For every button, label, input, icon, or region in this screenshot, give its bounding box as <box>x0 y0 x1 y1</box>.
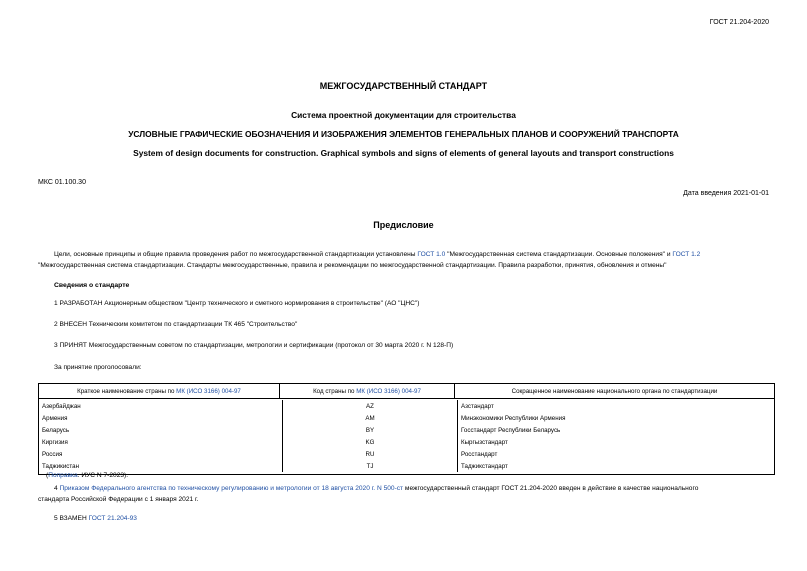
rosstandart-order-link[interactable]: Приказом Федерального агентства по техническому регулированию и метрологии от 18 августа 2020 г. N 500-ст <box>59 485 404 492</box>
voted-label: За принятие проголосовали: <box>54 364 142 371</box>
mk-iso-link[interactable]: МК (ИСО 3166) 004-97 <box>176 387 241 395</box>
country-cell: Киргизия <box>39 436 283 448</box>
system-title: Система проектной документации для строительства <box>291 110 516 120</box>
table-row <box>39 412 774 424</box>
body-cell: Кыргызстандарт <box>461 438 508 446</box>
document-code: ГОСТ 21.204-2020 <box>709 19 769 26</box>
country-cell: Таджикистан <box>39 460 283 472</box>
gost-1-2-link[interactable]: ГОСТ 1.2 <box>672 251 701 258</box>
code-cell: BY <box>283 424 458 436</box>
country-cell: Беларусь <box>39 424 283 436</box>
standard-info-heading: Сведения о стандарте <box>54 282 130 289</box>
column-header-body: Сокращенное наименование национального органа по стандартизации <box>511 387 718 395</box>
amendment-link[interactable]: Поправка <box>48 472 78 479</box>
table-row <box>39 436 774 448</box>
info-item-enacted: 4 Приказом Федерального агентства по техническому регулированию и метрологии от 18 августа 2020 г. N 500-ст межгосударственный стандарт ГОСТ 21.204-2020 введен в действие в качестве национального стандарта Российской Федерации с 1 января 2021 г. <box>38 485 699 503</box>
amendment-note: (Поправка. ИУС N 7-2023). <box>46 472 129 479</box>
mks-code: МКС 01.100.30 <box>38 179 86 186</box>
body-cell: Минэкономики Республики Армения <box>461 414 566 422</box>
foreword-heading: Предисловие <box>373 220 434 230</box>
column-header-country: Краткое наименование страны по МК (ИСО 3166) 004-97 <box>39 384 280 398</box>
intro-text-a: Цели, основные принципы и общие правила проведения работ по межгосударственной стандартизации установлены <box>54 251 418 258</box>
voting-countries-table <box>38 383 775 475</box>
mk-iso-link[interactable]: МК (ИСО 3166) 004-97 <box>356 387 421 395</box>
body-cell: Росстандарт <box>461 450 498 458</box>
country-cell: Россия <box>39 448 283 460</box>
code-cell: KG <box>283 436 458 448</box>
info-item-developed: 1 РАЗРАБОТАН Акционерным обществом "Центр технического и сметного нормирования в строительстве" (АО "ЦНС") <box>54 300 420 307</box>
foreword-intro-paragraph <box>38 249 773 271</box>
country-cell: Азербайджан <box>39 400 283 412</box>
code-cell: AZ <box>283 400 458 412</box>
table-row <box>39 448 774 460</box>
standard-type-heading: МЕЖГОСУДАРСТВЕННЫЙ СТАНДАРТ <box>319 81 488 91</box>
info-item-adopted: 3 ПРИНЯТ Межгосударственным советом по стандартизации, метрологии и сертификации (протокол от 30 марта 2020 г. N 128-П) <box>54 342 454 349</box>
code-cell: AM <box>283 412 458 424</box>
body-cell: Азстандарт <box>461 402 494 410</box>
gost-21-204-93-link[interactable]: ГОСТ 21.204-93 <box>88 515 137 522</box>
introduction-date: Дата введения 2021-01-01 <box>683 190 769 197</box>
title-russian: УСЛОВНЫЕ ГРАФИЧЕСКИЕ ОБОЗНАЧЕНИЯ И ИЗОБРАЖЕНИЯ ЭЛЕМЕНТОВ ГЕНЕРАЛЬНЫХ ПЛАНОВ И СООРУЖЕНИЙ ТРАНСПОРТА <box>128 129 679 139</box>
intro-text-b: "Межгосударственная система стандартизации. Основные положения" и <box>445 251 673 258</box>
column-header-code: Код страны по МК (ИСО 3166) 004-97 <box>280 384 455 398</box>
table-row <box>39 400 774 412</box>
table-row <box>39 424 774 436</box>
code-cell: TJ <box>283 460 458 472</box>
table-header-row <box>39 384 774 399</box>
gost-1-0-link[interactable]: ГОСТ 1.0 <box>417 251 446 258</box>
body-cell: Таджикстандарт <box>461 462 508 470</box>
code-cell: RU <box>283 448 458 460</box>
country-cell: Армения <box>39 412 283 424</box>
body-cell: Госстандарт Республики Беларусь <box>461 426 561 434</box>
intro-text-c: "Межгосударственная система стандартизации. Стандарты межгосударственные, правила и рекомендации по межгосударственной стандартизации. Правила разработки, принятия, обновления и отмены" <box>38 262 667 269</box>
table-row <box>39 460 774 472</box>
info-item-submitted: 2 ВНЕСЕН Техническим комитетом по стандартизации ТК 465 "Строительство" <box>54 321 298 328</box>
info-item-replaces: 5 ВЗАМЕН ГОСТ 21.204-93 <box>54 515 137 522</box>
title-english: System of design documents for construction. Graphical symbols and signs of elements of general layouts and transport constructions <box>133 148 674 158</box>
